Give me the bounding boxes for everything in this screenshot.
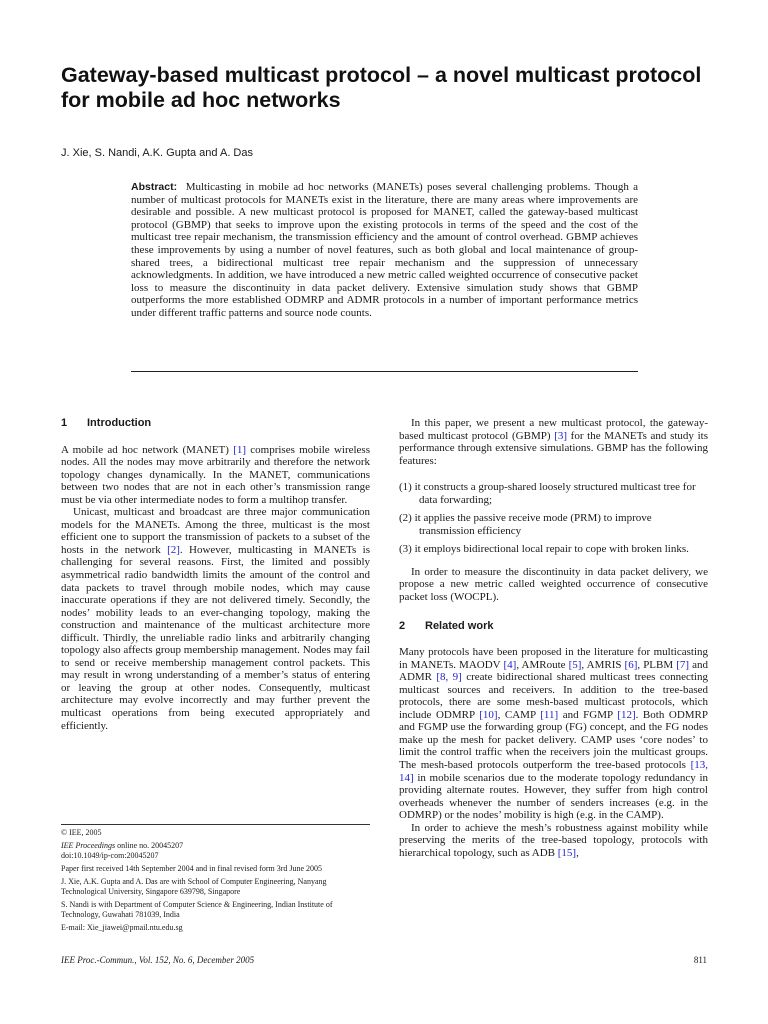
footnote-divider [61, 824, 370, 825]
citation-link[interactable]: [11] [540, 708, 559, 721]
paper-title: Gateway-based multicast protocol – a novel multicast protocol for mobile ad hoc networks [61, 63, 702, 112]
affiliation-note-1: J. Xie, A.K. Gupta and A. Das are with School of Computer Engineering, Nanyang Technological University, Singapore 639798, Singapore [61, 877, 327, 896]
author-list: J. Xie, S. Nandi, A.K. Gupta and A. Das [61, 147, 253, 159]
section-2-number: 2 [399, 619, 406, 632]
intro-paragraph-2: Unicast, multicast and broadcast are three major communication models for the MANETs. Among the three, multicast is the most efficient one to support the transmission of packets to a subset of the hosts in the network [2]. However, multicasting in MANETs is challenging for several reasons. First, the limited and possibly asymmetrical radio bandwidth limits the amount of the control and data packets to travel through mobile nodes, which may cause inaccurate operations if they are not delivered timely. Secondly, the nodes’ mobility leads to an ever-changing topology, making the construction and maintenance of the multicast architecture more difficult. Thirdly, the unreliable radio links and arbitrarily changing topology also affects group membership management. Nodes may fail to send or receive membership management control packets. This may result in wrong understanding of a member’s status of entering or leaving the group at other nodes. Consequently, multicast architecture may evolve incorrectly and may further prevent the multicast operations from being executed appropriately and efficiently. [61, 506, 370, 732]
citation-link[interactable]: [8, 9] [436, 671, 462, 684]
paper-overview-paragraph: In this paper, we present a new multicast protocol, the gateway-based multicast protocol (GBMP) [3] for the MANETs and study its performance through extensive simulations. GBMP has the following features: [399, 417, 708, 467]
email-note: E-mail: Xie_jiawei@pmail.ntu.edu.sg [61, 923, 183, 932]
citation-link[interactable]: [10] [479, 708, 498, 721]
citation-link[interactable]: [4] [503, 658, 517, 671]
running-footer: IEE Proc.-Commun., Vol. 152, No. 6, December 2005 [61, 955, 255, 965]
citation-link[interactable]: [3] [554, 429, 568, 442]
citation-link[interactable]: [12] [617, 708, 636, 721]
affiliation-note-2: S. Nandi is with Department of Computer Science & Engineering, Indian Institute of Technology, Guwahati 781039, India [61, 900, 333, 919]
feature-list [399, 481, 708, 556]
footnotes [61, 828, 370, 936]
doi-note: doi:10.1049/ip-com:20045207 [61, 851, 159, 860]
abstract-label: Abstract: [131, 181, 178, 193]
section-1-number: 1 [61, 417, 68, 429]
received-note: Paper first received 14th September 2004 and in final revised form 3rd June 2005 [61, 864, 323, 873]
related-work-paragraph-2: In order to achieve the mesh’s robustness against mobility while preserving the merits of the tree-based topology, protocols with hierarchical topology, such as ADB [15], [399, 821, 708, 859]
citation-link[interactable]: [7] [676, 658, 690, 671]
section-1-title: Introduction [87, 417, 152, 429]
page-number: 811 [693, 955, 707, 965]
feature-item: (2) it applies the passive receive mode (PRM) to improve transmission efficiency [399, 512, 652, 537]
citation-link[interactable]: [5] [568, 658, 582, 671]
citation-link[interactable]: [13, 14] [399, 759, 708, 784]
citation-link[interactable]: [6] [624, 658, 638, 671]
metric-paragraph: In order to measure the discontinuity in data packet delivery, we propose a new metric called weighted occurrence of consecutive packet loss (WOCPL). [399, 565, 708, 604]
citation-link[interactable]: [1] [233, 443, 247, 456]
feature-item: (3) it employs bidirectional local repair to cope with broken links. [399, 543, 689, 556]
proceedings-note: IEE Proceedings online no. 20045207 [61, 841, 184, 850]
citation-link[interactable]: [2] [167, 543, 180, 556]
abstract-divider [131, 371, 638, 372]
abstract-text: Multicasting in mobile ad hoc networks (MANETs) poses several challenging problems. Though a number of multicast protocols for MANETs exist in the literature, there are many areas where improvements are desirable and possible. A new multicast protocol is proposed for MANET, called the gateway-based multicast protocol (GBMP) that seeks to improve upon the existing protocols in terms of the speed and the cost of the multicast tree repair mechanism, the transmission efficiency and the amount of control overhead. GBMP achieves these improvements by using a number of novel features, such as both global and local maintenance of group-shared trees, a bidirectional multicast tree repair mechanism and the suppression of unnecessary acknowledgments. In addition, we have introduced a new metric called weighted occurrence of consecutive packet loss to measure the discontinuity in data packet delivery. Extensive simulation study shows that GBMP outperforms the more established ODMRP and ADMR protocols in a number of important performance metrics under different traffic patterns and source node counts. [131, 181, 638, 319]
citation-link[interactable]: [15] [557, 846, 577, 859]
section-1-heading [61, 417, 370, 430]
feature-item: (1) it constructs a group-shared loosely structured multicast tree for data forwarding; [399, 481, 696, 506]
related-work-paragraph-1: Many protocols have been proposed in the literature for multicasting in MANETs. MAODV [4], AMRoute [5], AMRIS [6], PLBM [7] and ADMR [8, 9] create bidirectional shared multicast trees connecting multicast sources and receivers. In addition to the tree-based protocols, there are some mesh-based multicast protocols, which include ODMRP [10], CAMP [11] and FGMP [12]. Both ODMRP and FGMP use the forwarding group (FG) concept, and the FG nodes make up the mesh for packet delivery. CAMP uses ‘core nodes’ to limit the control traffic when the receivers join the multicast groups. The mesh-based protocols outperform the tree-based protocols [13, 14] in mobile scenarios due to the moderate topology redundancy in providing alternate routes. However, they suffer from high control overheads whenever the number of senders increases (e.g. in the ODMRP) or the nodes’ mobility is high (e.g. in the CAMP). [399, 646, 709, 822]
abstract [131, 181, 638, 320]
right-column [399, 417, 708, 859]
section-2-heading [399, 620, 708, 633]
left-column [61, 417, 370, 732]
section-2-title: Related work [425, 619, 494, 632]
copyright-note: © IEE, 2005 [61, 828, 102, 837]
intro-paragraph-1: A mobile ad hoc network (MANET) [1] comprises mobile wireless nodes. All the nodes may move arbitrarily and therefore the network topology changes dynamically. In the MANET, communications between two nodes that are not in each other’s transmission range must be via other intermediate nodes to form a multihop transfer. [61, 443, 370, 506]
